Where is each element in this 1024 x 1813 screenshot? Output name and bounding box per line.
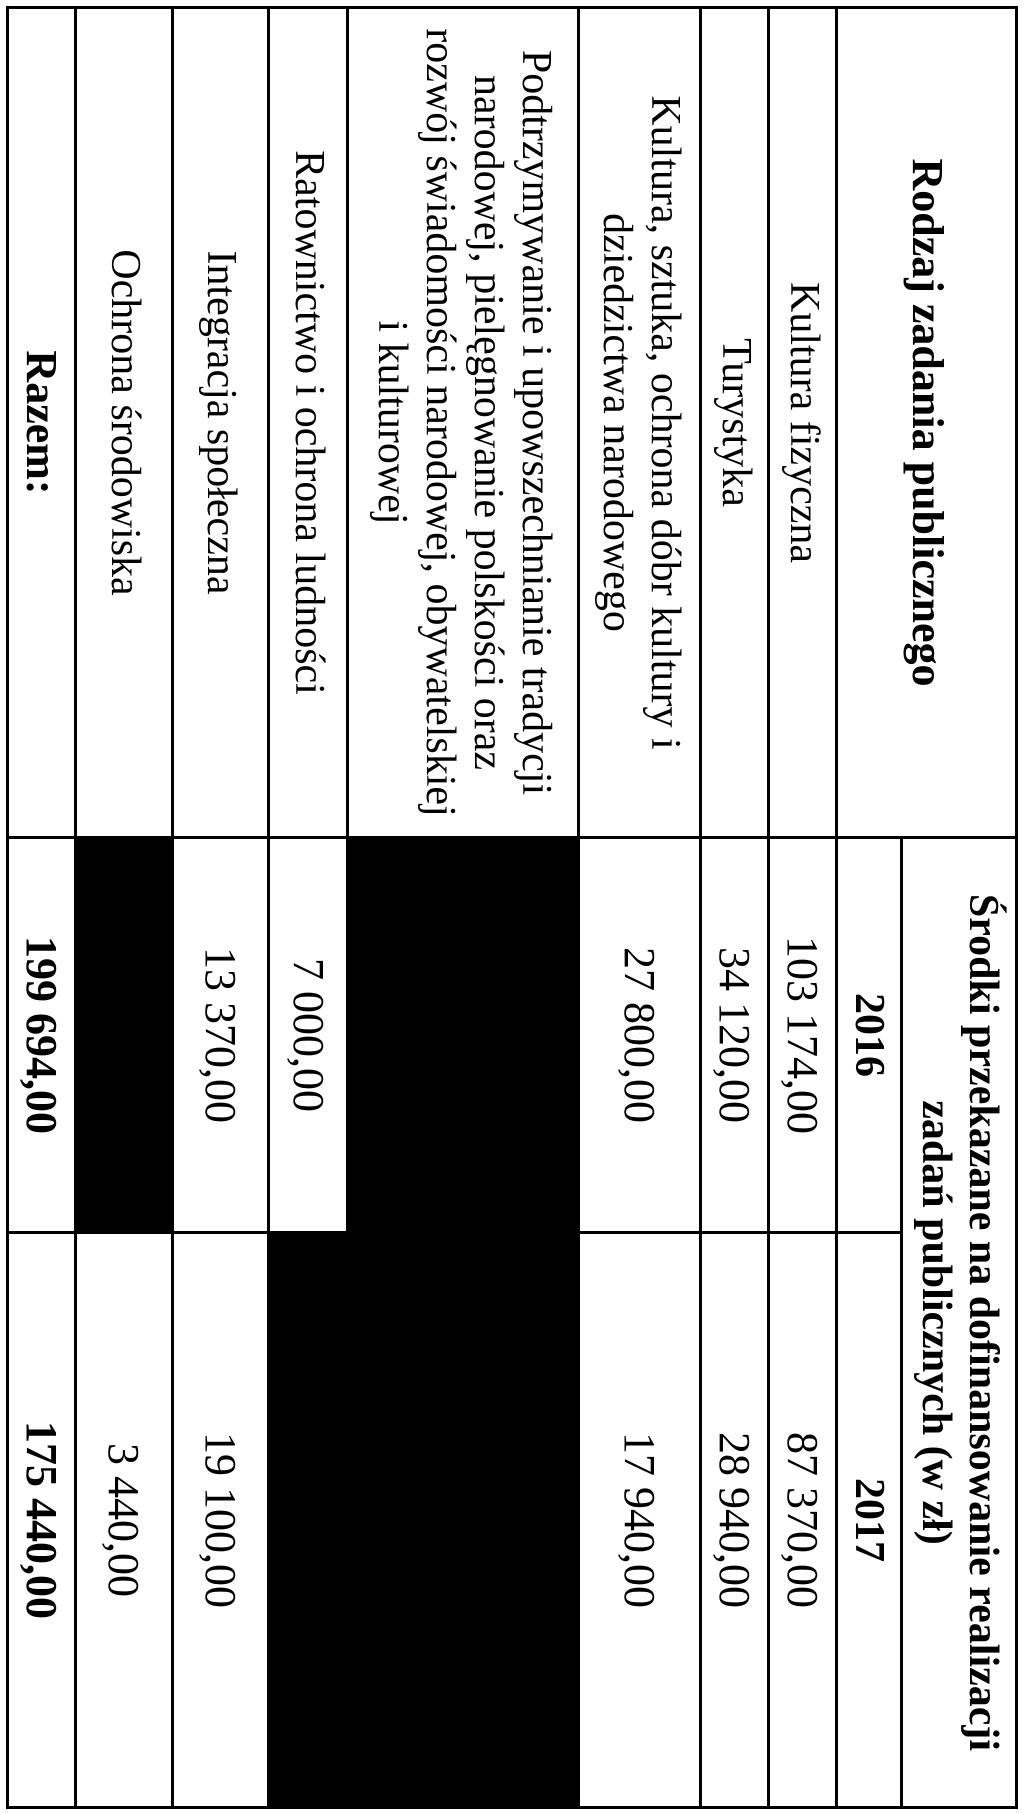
table-row	[172, 8, 269, 1808]
value-2016: 13 370,00	[172, 838, 269, 1233]
header-row	[901, 8, 1016, 1808]
row-label: Ochrona środowiska	[76, 8, 173, 838]
header-year-2017: 2017	[837, 1233, 902, 1808]
value-2017: 17 940,00	[579, 1233, 701, 1808]
value-2017: 87 370,00	[769, 1233, 837, 1808]
total-2016: 199 694,00	[8, 838, 76, 1233]
table-row	[701, 8, 769, 1808]
redacted-value	[348, 1233, 579, 1808]
row-label: Turystyka	[701, 8, 769, 838]
value-2016: 34 120,00	[701, 838, 769, 1233]
value-2017: 19 100,00	[172, 1233, 269, 1808]
value-2016: 27 800,00	[579, 838, 701, 1233]
table-row	[348, 8, 579, 1808]
row-label: Podtrzymywanie i upowszechnianie tradycji narodowej, pielęgnowanie polskości oraz rozwój świadomości narodowej, obywatelskiej i kulturowej	[348, 8, 579, 838]
row-label: Ratownictwo i ochrona ludności	[269, 8, 348, 838]
funding-table	[6, 6, 1018, 1809]
row-label: Kultura, sztuka, ochrona dóbr kultury i dziedzictwa narodowego	[579, 8, 701, 838]
total-2017: 175 440,00	[8, 1233, 76, 1808]
value-2017: 3 440,00	[76, 1233, 173, 1808]
header-year-2016: 2016	[837, 838, 902, 1233]
value-2016: 7 000,00	[269, 838, 348, 1233]
total-label: Razem:	[8, 8, 76, 838]
value-2017: 28 940,00	[701, 1233, 769, 1808]
table-row	[579, 8, 701, 1808]
header-funds: Środki przekazane na dofinansowanie realizacji zadań publicznych (w zł)	[901, 838, 1016, 1808]
redacted-value	[76, 838, 173, 1233]
redacted-value	[269, 1233, 348, 1808]
value-2016: 103 174,00	[769, 838, 837, 1233]
table-row	[769, 8, 837, 1808]
table-row	[269, 8, 348, 1808]
total-row	[8, 8, 76, 1808]
table-row	[76, 8, 173, 1808]
row-label: Integracja społeczna	[172, 8, 269, 838]
header-task-type: Rodzaj zadania publicznego	[837, 8, 1017, 838]
redacted-value	[348, 838, 579, 1233]
row-label: Kultura fizyczna	[769, 8, 837, 838]
